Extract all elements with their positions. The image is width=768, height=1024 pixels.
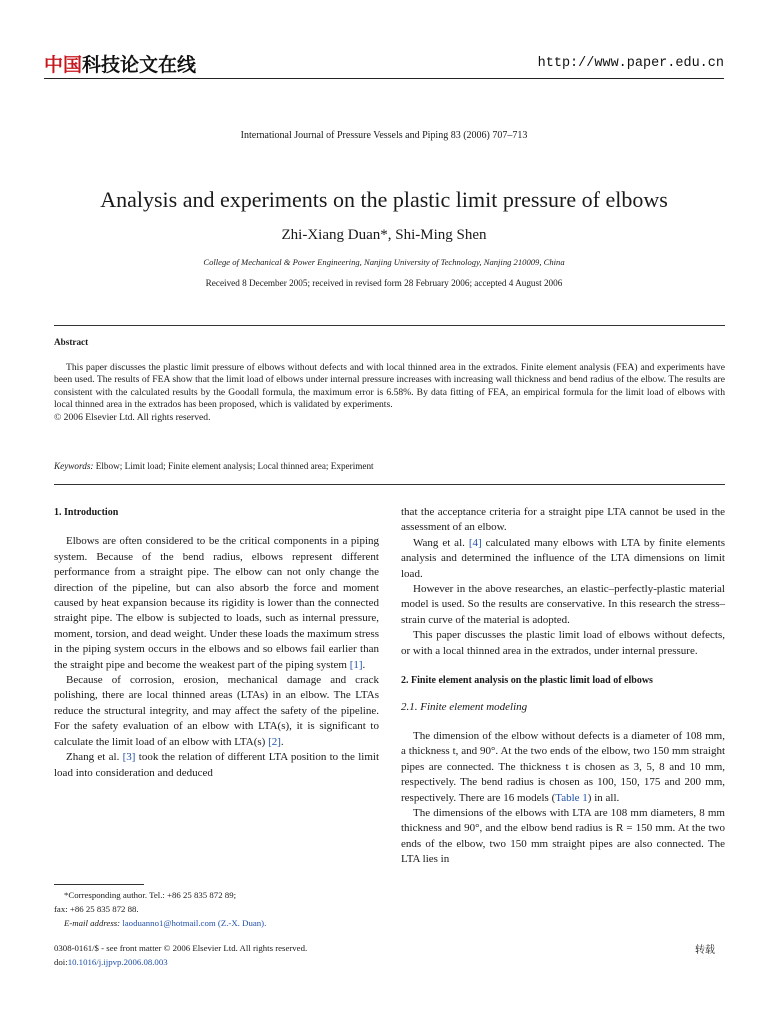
intro-p2-end: . [280,735,284,748]
section-heading-fea: 2. Finite element analysis on the plastic limit load of elbows [401,675,653,687]
footnote-line-2: fax: +86 25 835 872 88. [54,904,139,914]
subsection-heading-fe-modeling: 2.1. Finite element modeling [401,701,528,714]
site-header [44,48,724,76]
intro-p3-end: took the relation of different LTA position to the limit load into consideration and deduced [54,751,380,779]
abstract-bottom-rule [54,484,725,485]
affiliation: College of Mechanical & Power Engineering, Nanjing University of Technology, Nanjing 210009, China [203,257,565,267]
right-column [401,505,725,868]
right-paragraph-4 [401,729,725,806]
journal-citation: International Journal of Pressure Vessels and Piping 83 (2006) 707–713 [240,130,528,141]
left-column [54,505,379,781]
right-paragraph-2: However in the above researches, an elastic–perfectly-plastic material model is used. So the results are conservative. In this research the stress–strain curve of the material is adopted. [401,583,725,626]
abstract-copyright: © 2006 Elsevier Ltd. All rights reserved. [54,411,211,423]
intro-p3-start: Zhang et al. [66,751,123,764]
right-paragraph-5: The dimensions of the elbows with LTA are 108 mm diameters, 8 mm thickness and 90°, and the elbow bend radius is R = 150 mm. At the two ends of the elbow, two 150 mm straight pipes are also connected. The LTA lies in [401,806,725,866]
right-p4-start: The dimension of the elbow without defects is a diameter of 108 mm, a thickness t, and 90°. At the two ends of the elbow, two 150 mm straight pipes are connected. The thickness t is chosen as 3, 5, 8 and 10 mm, respectively. The bend radius is chosen as 100, 150, 175 and 200 mm, respectively. There are 16 models ( [401,729,725,804]
footnote-line-1: *Corresponding author. Tel.: +86 25 835 872 89; [64,890,237,900]
ref-link-2[interactable]: [2] [268,735,281,748]
abstract-top-rule [54,325,725,326]
intro-p2-text: Because of corrosion, erosion, mechanical damage and crack polishing, there are local thinned areas (LTAs) in an elbow. The LTAs reduce the structural integrity, and may affect the safety of the pipeline. For the safety evaluation of an elbow with LTA(s), it is significant to calculate the limit load of an elbow with LTA(s) [54,674,379,748]
right-paragraph-3: This paper discusses the plastic limit load of elbows without defects, or with a local thinned area in the extrados, under internal pressure. [401,629,725,657]
footnote [54,888,379,930]
intro-p1-text: Elbows are often considered to be the critical components in a piping system. Because of the bend radius, elbows represent different performance from a straight pipe. The elbow can not only change the direction of the pipeline, but can also absorb the force and moment caused by heat expansion because its rigidity is lower than the connected straight pipe. The elbow is subjected to loads, such as internal pressure, moment, torsion, and dead weight. Under these loads the maximum stress in the piping system occurs in the elbows and so elbows fail earlier than the straight pipe and become the weakest part of the piping system [54,535,379,671]
email-link[interactable]: laoduanno1@hotmail.com [120,918,216,928]
doi-line [54,956,379,970]
intro-p1-end: . [362,658,366,671]
ref-link-4[interactable]: [4] [468,536,482,549]
abstract-text: This paper discusses the plastic limit pressure of elbows without defects and with local thinned area in the extrados. Finite element analysis (FEA) and experiments have been used. The results of FEA show that the limit load of elbows under internal pressure increases with increasing wall thickness and bend radius of the elbow. The results are consistent with the calculated results by the Goodall formula, the maximum error is 6.58%. By data fitting of FEA, an empirical formula for the limit load of elbows with local thinned area in the extrados has been proposed, which is validated by experiments. [54,362,725,411]
ref-link-3[interactable]: [3] [122,751,136,764]
footnote-rule [54,884,144,885]
paper-title: Analysis and experiments on the plastic limit pressure of elbows [100,187,668,212]
reprint-mark: 转载 [695,945,715,956]
site-logo [44,50,196,77]
keywords-label: Keywords: [54,461,94,471]
right-paragraph-1 [401,536,725,582]
keywords-text: Elbow; Limit load; Finite element analysis; Local thinned area; Experiment [93,461,374,471]
doi-link[interactable]: 10.1016/j.ijpvp.2006.08.003 [67,956,168,967]
paper-authors: Zhi-Xiang Duan*, Shi-Ming Shen [281,227,487,243]
right-p1-start: Wang et al. [413,536,469,549]
intro-paragraph-1 [54,534,379,673]
doi-label: doi: [54,956,68,967]
keywords [54,461,725,471]
site-url[interactable]: http://www.paper.edu.cn [537,56,724,71]
received-dates: Received 8 December 2005; received in revised form 28 February 2006; accepted 4 August 2006 [205,278,563,288]
intro-paragraph-2 [54,673,379,750]
front-matter [54,942,379,969]
footnote-email-line [54,916,379,930]
issn-line: 0308-0161/$ - see front matter © 2006 Elsevier Ltd. All rights reserved. [54,943,308,953]
table-1-link[interactable]: Table 1 [555,791,588,804]
right-p4-end: ) in all. [587,791,620,804]
abstract-body [54,362,725,424]
logo-red-text: 中国 [44,54,83,76]
ref-link-1[interactable]: [1] [349,658,363,671]
right-p1-end: calculated many elbows with LTA by finite elements analysis and determined the influence of the LTA dimensions on limit load. [401,536,726,580]
email-label: E-mail address: [64,918,121,928]
email-owner: (Z.-X. Duan). [215,918,267,928]
right-paragraph-0: that the acceptance criteria for a straight pipe LTA cannot be used in the assessment of an elbow. [401,506,725,534]
header-rule [44,78,724,79]
abstract-heading: Abstract [54,337,89,347]
section-heading-introduction: 1. Introduction [54,507,119,518]
logo-black-text: 科技论文在线 [82,54,197,76]
intro-paragraph-3 [54,750,379,781]
